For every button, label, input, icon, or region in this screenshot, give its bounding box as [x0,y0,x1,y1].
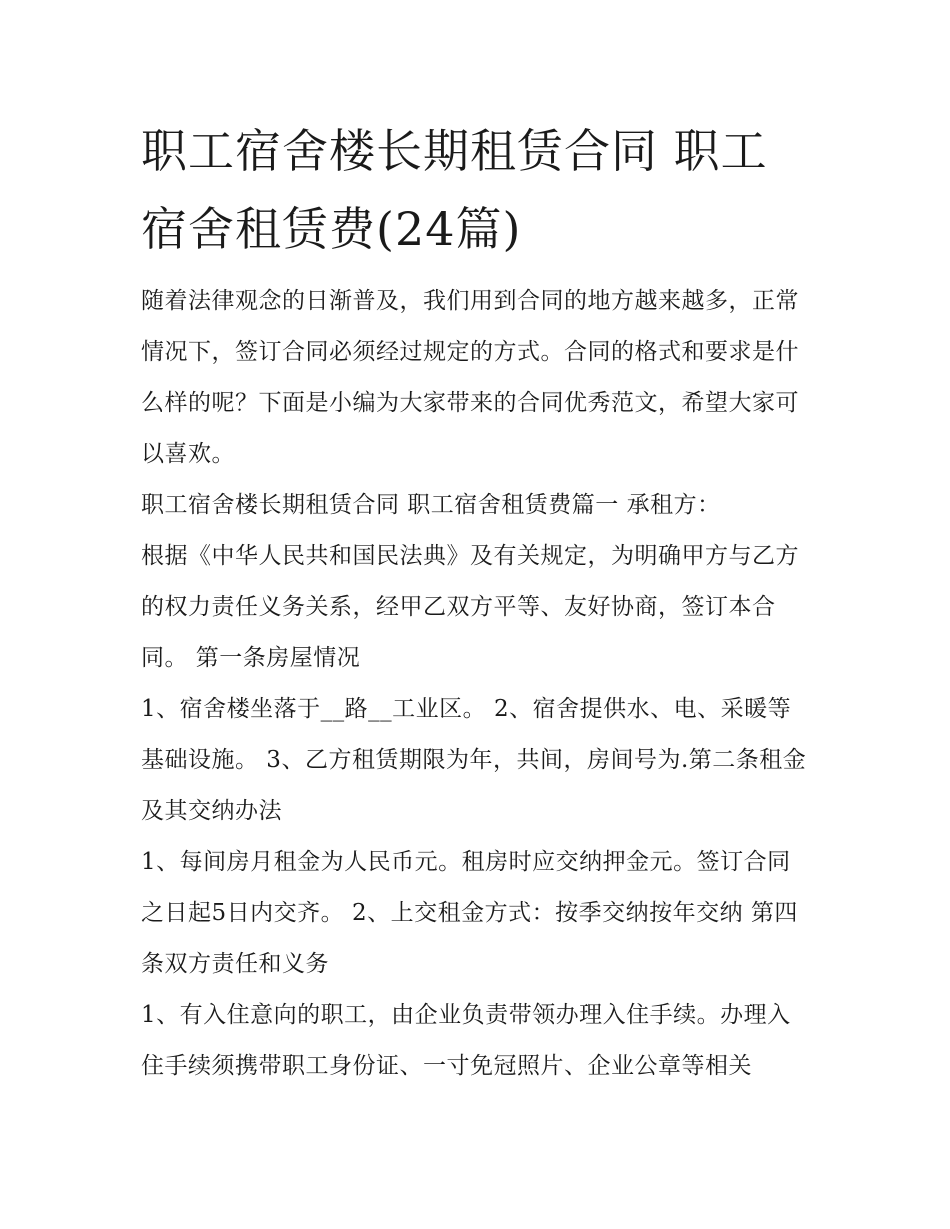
contract-preamble: 根据《中华人民共和国民法典》及有关规定，为明确甲方与乙方的权力责任义务关系，经甲乙双方平等、友好协商，签订本合同。 第一条房屋情况 [141,543,799,671]
clause-rent: 1、每间房月租金为人民币元。租房时应交纳押金元。签订合同之日起5日内交齐。 2、上交租金方式：按季交纳按年交纳 第四条双方责任和义务 [141,849,798,977]
clause-duties: 1、有入住意向的职工，由企业负责带领办理入住手续。办理入住手续须携带职工身份证、一寸免冠照片、企业公章等相关 [141,1002,791,1079]
document-title: 职工宿舍楼长期租赁合同 职工宿舍租赁费(24篇) [141,124,768,256]
section-heading: 职工宿舍楼长期租赁合同 职工宿舍租赁费篇一 承租方： [141,492,721,518]
intro-paragraph: 随着法律观念的日渐普及，我们用到合同的地方越来越多，正常情况下，签订合同必须经过规定的方式。合同的格式和要求是什么样的呢？下面是小编为大家带来的合同优秀范文，希望大家可以喜欢。 [141,288,799,467]
clause-housing: 1、宿舍楼坐落于__路__工业区。 2、宿舍提供水、电、采暖等基础设施。 3、乙方租赁期限为年，共间，房间号为.第二条租金及其交纳办法 [141,696,807,824]
document-page [141,112,811,1092]
